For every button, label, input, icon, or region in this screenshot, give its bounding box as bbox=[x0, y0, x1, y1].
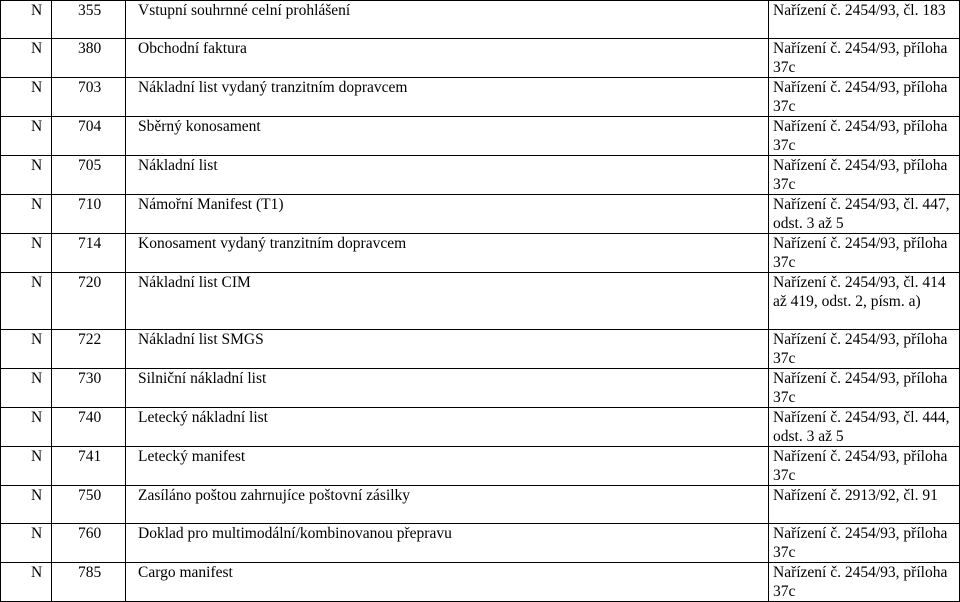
name-cell: Zasíláno poštou zahrnujíce poštovní zásilky bbox=[126, 486, 769, 524]
code-cell: 730 bbox=[52, 369, 126, 408]
table-row bbox=[1, 369, 960, 408]
reference-cell: Nařízení č. 2454/93, čl. 444, odst. 3 až 5 bbox=[769, 408, 960, 447]
reference-cell: Nařízení č. 2454/93, příloha 37c bbox=[769, 78, 960, 117]
name-cell: Nákladní list vydaný tranzitním dopravcem bbox=[126, 78, 769, 117]
type-cell: N bbox=[1, 1, 52, 39]
type-cell: N bbox=[1, 330, 52, 369]
name-cell: Nákladní list SMGS bbox=[126, 330, 769, 369]
code-cell: 760 bbox=[52, 524, 126, 563]
reference-cell: Nařízení č. 2454/93, příloha 37c bbox=[769, 447, 960, 486]
table-row bbox=[1, 563, 960, 602]
name-cell: Nákladní list CIM bbox=[126, 273, 769, 330]
table-row bbox=[1, 117, 960, 156]
code-cell: 722 bbox=[52, 330, 126, 369]
table-row bbox=[1, 195, 960, 234]
name-cell: Obchodní faktura bbox=[126, 39, 769, 78]
name-cell: Silniční nákladní list bbox=[126, 369, 769, 408]
table-row bbox=[1, 330, 960, 369]
reference-cell: Nařízení č. 2454/93, příloha 37c bbox=[769, 369, 960, 408]
type-cell: N bbox=[1, 408, 52, 447]
type-cell: N bbox=[1, 78, 52, 117]
code-cell: 710 bbox=[52, 195, 126, 234]
reference-cell: Nařízení č. 2454/93, příloha 37c bbox=[769, 156, 960, 195]
code-cell: 720 bbox=[52, 273, 126, 330]
type-cell: N bbox=[1, 195, 52, 234]
name-cell: Námořní Manifest (T1) bbox=[126, 195, 769, 234]
name-cell: Vstupní souhrnné celní prohlášení bbox=[126, 1, 769, 39]
name-cell: Letecký nákladní list bbox=[126, 408, 769, 447]
code-cell: 380 bbox=[52, 39, 126, 78]
code-cell: 785 bbox=[52, 563, 126, 602]
code-cell: 704 bbox=[52, 117, 126, 156]
reference-cell: Nařízení č. 2454/93, příloha 37c bbox=[769, 330, 960, 369]
code-cell: 750 bbox=[52, 486, 126, 524]
reference-cell: Nařízení č. 2454/93, příloha 37c bbox=[769, 117, 960, 156]
type-cell: N bbox=[1, 447, 52, 486]
reference-cell: Nařízení č. 2454/93, příloha 37c bbox=[769, 524, 960, 563]
type-cell: N bbox=[1, 156, 52, 195]
table-row bbox=[1, 1, 960, 39]
table-row bbox=[1, 486, 960, 524]
reference-cell: Nařízení č. 2454/93, příloha 37c bbox=[769, 39, 960, 78]
table-row bbox=[1, 78, 960, 117]
type-cell: N bbox=[1, 563, 52, 602]
table-row bbox=[1, 39, 960, 78]
reference-cell: Nařízení č. 2454/93, čl. 447, odst. 3 až 5 bbox=[769, 195, 960, 234]
table-row bbox=[1, 273, 960, 330]
type-cell: N bbox=[1, 486, 52, 524]
code-cell: 740 bbox=[52, 408, 126, 447]
reference-cell: Nařízení č. 2454/93, čl. 414 až 419, odst. 2, písm. a) bbox=[769, 273, 960, 330]
name-cell: Sběrný konosament bbox=[126, 117, 769, 156]
table-row bbox=[1, 234, 960, 273]
type-cell: N bbox=[1, 273, 52, 330]
table-row bbox=[1, 524, 960, 563]
code-cell: 703 bbox=[52, 78, 126, 117]
type-cell: N bbox=[1, 39, 52, 78]
name-cell: Doklad pro multimodální/kombinovanou přepravu bbox=[126, 524, 769, 563]
reference-cell: Nařízení č. 2454/93, příloha 37c bbox=[769, 234, 960, 273]
type-cell: N bbox=[1, 117, 52, 156]
code-cell: 705 bbox=[52, 156, 126, 195]
table-row bbox=[1, 156, 960, 195]
reference-cell: Nařízení č. 2454/93, příloha 37c bbox=[769, 563, 960, 602]
code-cell: 355 bbox=[52, 1, 126, 39]
type-cell: N bbox=[1, 369, 52, 408]
code-cell: 741 bbox=[52, 447, 126, 486]
code-cell: 714 bbox=[52, 234, 126, 273]
name-cell: Konosament vydaný tranzitním dopravcem bbox=[126, 234, 769, 273]
name-cell: Letecký manifest bbox=[126, 447, 769, 486]
name-cell: Nákladní list bbox=[126, 156, 769, 195]
reference-cell: Nařízení č. 2454/93, čl. 183 bbox=[769, 1, 960, 39]
table-row bbox=[1, 447, 960, 486]
table-row bbox=[1, 408, 960, 447]
type-cell: N bbox=[1, 524, 52, 563]
reference-cell: Nařízení č. 2913/92, čl. 91 bbox=[769, 486, 960, 524]
type-cell: N bbox=[1, 234, 52, 273]
name-cell: Cargo manifest bbox=[126, 563, 769, 602]
